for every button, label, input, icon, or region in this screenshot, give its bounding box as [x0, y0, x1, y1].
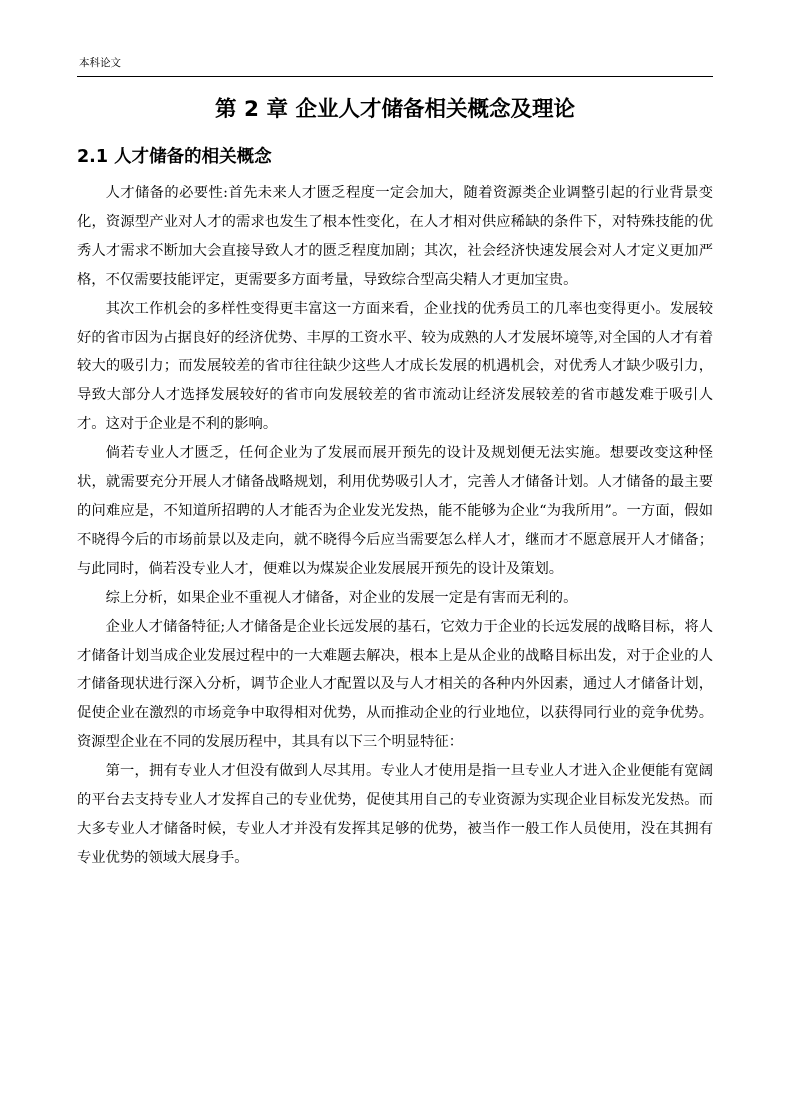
paragraph-job-opportunities: 其次工作机会的多样性变得更丰富这一方面来看，企业找的优秀员工的几率也变得更小。发展较好的省市因为占据良好的经济优势、丰厚的工资水平、较为成熟的人才发展坏境等,对全国的人才有着较大的吸引力；而发展较差的省市往往缺少这些人才成长发展的机遇机会，对优秀人才缺少吸引力，导致大部分人才选择发展较好的省市向发展较差的省市流动让经济发展较差的省市越发难于吸引人才。这对于企业是不利的影响。: [77, 300, 713, 433]
paragraph-first-feature: 第一，拥有专业人才但没有做到人尽其用。专业人才使用是指一旦专业人才进入企业便能有宽阔的平台去支持专业人才发挥自己的专业优势，促使其用自己的专业资源为实现企业目标发光发热。而大多专业人才储备时候，专业人才并没有发挥其足够的优势，被当作一般工作人员使用，没在其拥有专业优势的领域大展身手。: [77, 763, 713, 866]
running-header: 本科论文: [79, 57, 121, 69]
body-text: [77, 179, 713, 873]
paragraph-characteristics: 企业人才储备特征;人才储备是企业长远发展的基石，它效力于企业的长远发展的战略目标，将人才储备计划当成企业发展过程中的一大难题去解决，根本上是从企业的战略目标出发，对于企业的人才储备现状进行深入分析，调节企业人才配置以及与人才相关的各种内外因素，通过人才储备计划，促使企业在激烈的市场竞争中取得相对优势，从而推动企业的行业地位，以获得同行业的竞争优势。资源型企业在不同的发展历程中，其具有以下三个明显特征：: [77, 618, 713, 751]
chapter-title: 第 2 章 企业人才储备相关概念及理论: [215, 97, 575, 122]
paragraph-necessity: 人才储备的必要性:首先未来人才匮乏程度一定会加大，随着资源类企业调整引起的行业背景变化，资源型产业对人才的需求也发生了根本性变化，在人才相对供应稀缺的条件下，对特殊技能的优秀人才需求不断加大会直接导致人才的匮乏程度加剧；其次，社会经济快速发展会对人才定义更加严格，不仅需要技能评定，更需要多方面考量，导致综合型高尖精人才更加宝贵。: [77, 185, 713, 288]
paragraph-summary: 综上分析，如果企业不重视人才储备，对企业的发展一定是有害而无利的。: [105, 589, 578, 606]
paragraph-talent-shortage: 倘若专业人才匮乏，任何企业为了发展而展开预先的设计及规划便无法实施。想要改变这种怪状，就需要充分开展人才储备战略规划，利用优势吸引人才，完善人才储备计划。人才储备的最主要的问难应是，不知道所招聘的人才能否为企业发光发热，能不能够为企业“为我所用”。一方面，假如不晓得今后的市场前景以及走向，就不晓得今后应当需要怎么样人才，继而才不愿意展开人才储备；与此同时，倘若没专业人才，便难以为煤炭企业发展展开预先的设计及策划。: [77, 445, 713, 577]
header-rule: [77, 76, 713, 77]
section-title: 2.1 人才储备的相关概念: [77, 147, 272, 167]
